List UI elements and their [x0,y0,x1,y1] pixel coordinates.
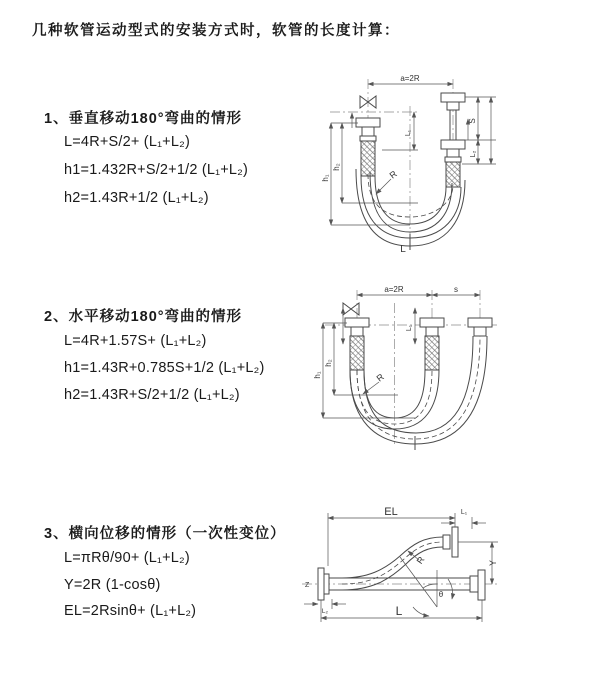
section-3-formula-EL: EL=2Rsinθ+ (L₁+L₂) [64,603,197,619]
braided-hose-icon [361,141,375,176]
section-2-formula-h1: h1=1.43R+0.785S+1/2 (L₁+L₂) [64,360,265,376]
flange-icon [452,527,458,557]
dim-h2-label: h₂ [332,163,341,171]
angle-theta [400,557,453,616]
braided-hose-icon [350,336,364,370]
dim-h2-label: h₂ [324,359,333,367]
dim-S-label: S [468,118,477,124]
radius-R-callout [408,551,427,566]
dimension-a-2R [368,74,453,84]
dim-h1-label: h₁ [313,371,322,379]
page-title: 几种软管运动型式的安装方式时，软管的长度计算： [32,23,400,39]
dim-L2-label: L₂ [470,150,477,158]
right-fitting [441,93,465,187]
section-2-formula-L: L=4R+1.57S+ (L₁+L₂) [64,333,207,349]
radius-R-label: R [387,168,399,181]
dim-h1-label: h₁ [321,174,330,182]
section-1-formula-L: L=4R+S/2+ (L₁+L₂) [64,134,190,150]
centerlines [330,79,453,248]
section-3-formula-L: L=πRθ/90+ (L₁+L₂) [64,550,190,566]
dim-a-label: a=2R [400,74,420,83]
left-fitting [345,318,369,370]
dimension-EL [328,506,455,566]
section-3-heading: 3、横向位移的情形（一次性变位） [44,526,286,542]
u-bend-hose-position2 [350,336,487,450]
theta-label: θ [438,590,444,599]
dim-s-label: s [454,285,458,294]
section-3-formula-Y: Y=2R (1-cosθ) [64,577,161,593]
dimension-L [321,600,482,622]
dim-L-label: L [400,244,406,255]
dimension-Y [488,542,498,584]
radius-R-callout [363,371,386,394]
radius-R-label: R [414,554,427,566]
middle-fitting [420,318,444,370]
radius-R-callout [376,168,399,194]
section-1-heading: 1、垂直移动180°弯曲的情形 [44,111,243,127]
dim-L2-label: L₂ [321,608,329,615]
section-1-formula-h2: h2=1.43R+1/2 (L₁+L₂) [64,190,209,206]
dimension-L1 [441,509,486,529]
dimension-s [432,285,480,295]
dim-L-label: L [395,604,403,618]
dimension-L2 [304,599,346,615]
dim-L1-label: L₁ [460,509,468,516]
dim-Y-label: Y [488,559,498,567]
section-2-heading: 2、水平移动180°弯曲的情形 [44,309,243,325]
diagram-horizontal-180-bend [303,278,600,466]
dim-L1-label: L₁ [405,129,412,137]
dimension-S-L2 [462,97,496,164]
dim-a-label: a=2R [384,285,404,294]
diagram-vertical-180-bend [306,66,590,262]
radius-R-label: R [374,371,386,384]
dimension-L1 [382,112,418,150]
flange-icon [443,535,450,549]
datum-Z-label: Z [305,582,310,589]
left-fitting [356,118,380,176]
original-position-pipe [342,570,485,600]
diagram-lateral-displacement [296,500,600,658]
dimension-a-2R [357,285,432,295]
valve-icon [343,303,359,315]
braided-hose-icon [446,162,460,187]
section-1-formula-h1: h1=1.432R+S/2+1/2 (L₁+L₂) [64,162,249,178]
displaced-fitting [468,318,492,336]
section-2-formula-h2: h2=1.43R+S/2+1/2 (L₁+L₂) [64,387,240,403]
dim-EL-label: EL [384,506,398,518]
dim-L1-label: L₁ [406,324,413,332]
braided-hose-icon [425,336,439,370]
